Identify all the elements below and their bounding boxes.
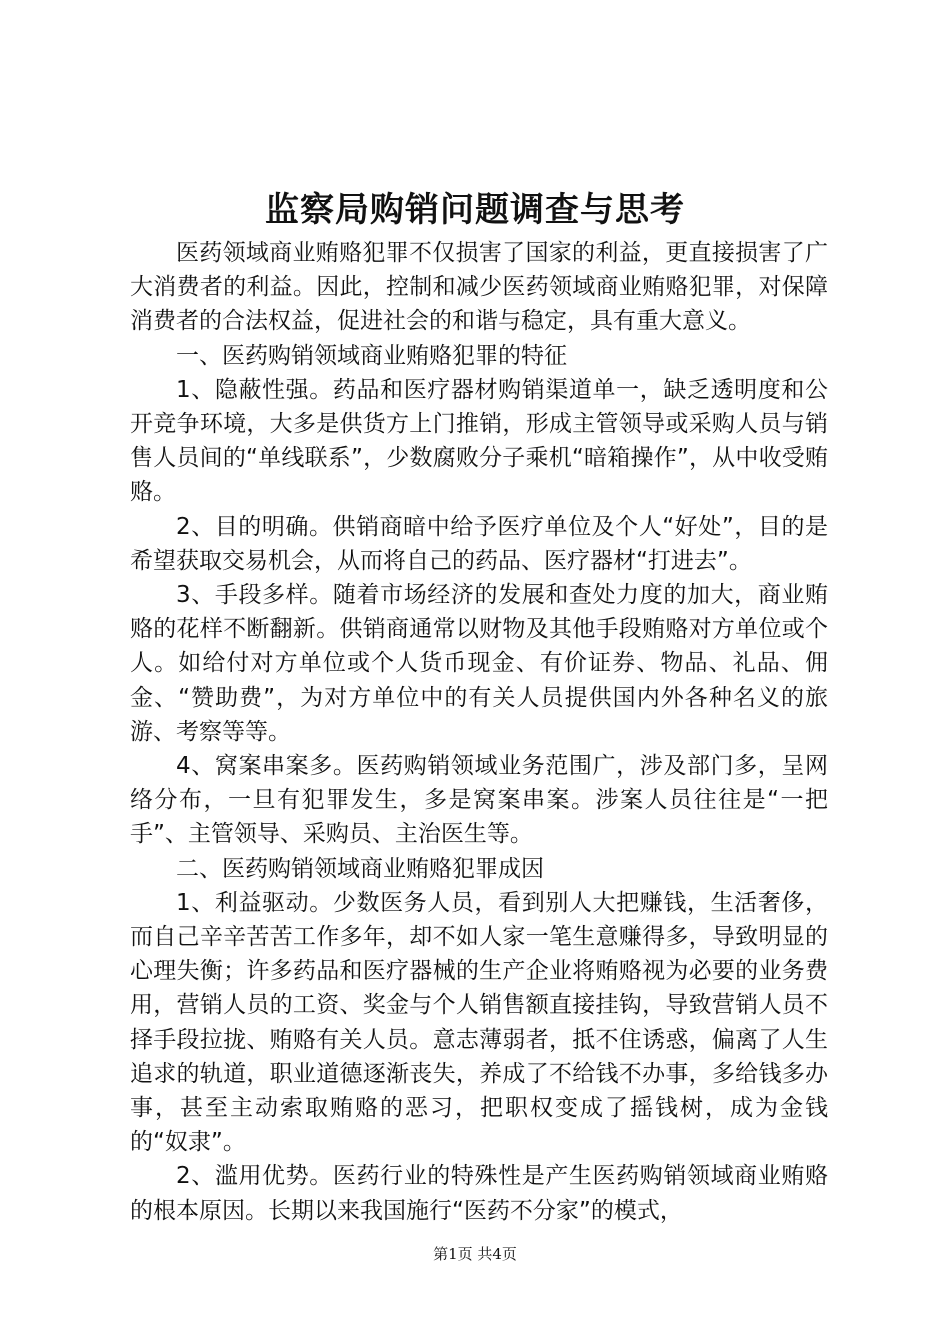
cause-paragraph-2: 2、滥用优势。医药行业的特殊性是产生医药购销领域商业贿赂的根本原因。长期以来我国施行“医药不分家”的模式， bbox=[130, 1163, 828, 1224]
feature-paragraph-1: 1、隐蔽性强。药品和医疗器材购销渠道单一，缺乏透明度和公开竞争环境，大多是供货方上门推销，形成主管领导或采购人员与销售人员间的“单线联系”，少数腐败分子乘机“暗箱操作”，从中收受贿赂。 bbox=[130, 376, 828, 506]
feature-paragraph-3: 3、手段多样。随着市场经济的发展和查处力度的加大，商业贿赂的花样不断翻新。供销商通常以财物及其他手段贿赂对方单位或个人。如给付对方单位或个人货币现金、有价证券、物品、礼品、佣金、“赞助费”，为对方单位中的有关人员提供国内外各种名义的旅游、考察等等。 bbox=[130, 582, 828, 745]
feature-paragraph-4: 4、窝案串案多。医药购销领域业务范围广，涉及部门多，呈网络分布，一旦有犯罪发生，多是窝案串案。涉案人员往往是“一把手”、主管领导、采购员、主治医生等。 bbox=[130, 753, 828, 848]
document-title: 监察局购销问题调查与思考 bbox=[265, 190, 685, 230]
page-footer: 第1页 共4页 bbox=[433, 1245, 517, 1263]
intro-paragraph: 医药领域商业贿赂犯罪不仅损害了国家的利益，更直接损害了广大消费者的利益。因此，控制和减少医药领域商业贿赂犯罪，对保障消费者的合法权益，促进社会的和谐与稳定，具有重大意义。 bbox=[130, 240, 828, 335]
section-heading-features: 一、医药购销领域商业贿赂犯罪的特征 bbox=[176, 342, 567, 369]
document-body bbox=[130, 236, 828, 1228]
feature-paragraph-2: 2、目的明确。供销商暗中给予医疗单位及个人“好处”，目的是希望获取交易机会，从而将自己的药品、医疗器材“打进去”。 bbox=[130, 513, 828, 574]
section-heading-causes: 二、医药购销领域商业贿赂犯罪成因 bbox=[176, 855, 544, 882]
cause-paragraph-1: 1、利益驱动。少数医务人员，看到别人大把赚钱，生活奢侈，而自己辛辛苦苦工作多年，却不如人家一笔生意赚得多，导致明显的心理失衡；许多药品和医疗器械的生产企业将贿赂视为必要的业务费用，营销人员的工资、奖金与个人销售额直接挂钩，导致营销人员不择手段拉拢、贿赂有关人员。意志薄弱者，抵不住诱惑，偏离了人生追求的轨道，职业道德逐渐丧失，养成了不给钱不办事，多给钱多办事，甚至主动索取贿赂的恶习，把职权变成了摇钱树，成为金钱的“奴隶”。 bbox=[130, 889, 828, 1156]
